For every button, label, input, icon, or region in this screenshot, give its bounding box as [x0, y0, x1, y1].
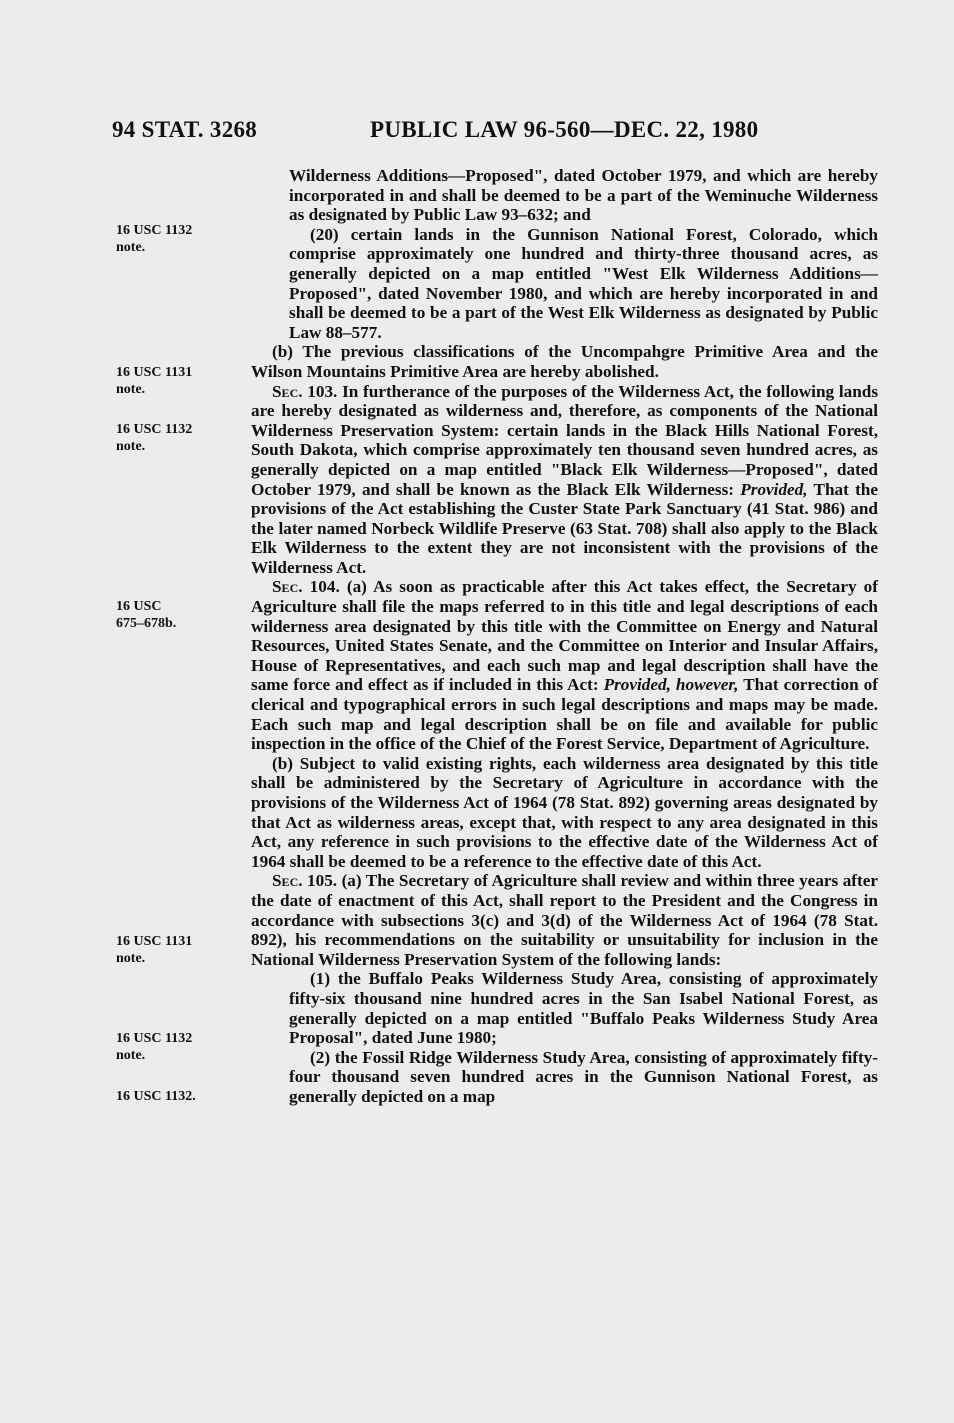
page-reference: 94 STAT. 3268: [112, 117, 258, 142]
margin-note: 16 USC 1131 note.: [116, 934, 193, 966]
section-105a: Sec. 105. (a) The Secretary of Agriculture shall review and within three years after the date of enactment of this Act, shall report to the President and the Congress in accordance with subsections 3(c) and 3(d) of the Wilderness Act of 1964 (78 Stat. 892), his recommendations on the suitability or unsuitability for inclusion in the National Wilderness Preservation System of the following lands:: [251, 871, 878, 969]
statute-text: [251, 166, 878, 1107]
section-103: Sec. 103. In furtherance of the purposes of the Wilderness Act, the following lands are hereby designated as wilderness and, therefore, as components of the National Wilderness Preservation System: certain lands in the Black Hills National Forest, South Dakota, which comprise approximately ten thousand seven hundred acres, as generally depicted on a map entitled "Black Elk Wilderness—Proposed", dated October 1979, and shall be known as the Black Elk Wilderness: Provided, That the provisions of the Act establishing the Custer State Park Sanctuary (41 Stat. 986) and the later named Norbeck Wildlife Preserve (63 Stat. 708) shall also apply to the Black Elk Wilderness to the extent they are not inconsistent with the provisions of the Wilderness Act.: [251, 381, 879, 577]
paragraph-20: (20) certain lands in the Gunnison National Forest, Colorado, which comprise approximately one hundred and thirty-three thousand acres, as generally depicted on a map entitled "West Elk Wilderness Additions—Proposed", dated November 1980, and which are hereby incorporated in and shall be deemed to be a part of the West Elk Wilderness as designated by Public Law 88–577.: [289, 224, 878, 342]
section-104b: (b) Subject to valid existing rights, each wilderness area designated by this title shall be administered by the Secretary of Agriculture in accordance with the provisions of the Wilderness Act of 1964 (78 Stat. 892) governing areas designated by that Act as wilderness areas, except that, with respect to any area designated in this Act, any reference in such provisions to the effective date of the Wilderness Act of 1964 shall be deemed to be a reference to the effective date of this Act.: [251, 753, 878, 871]
margin-note: 16 USC 1132 note.: [116, 223, 193, 255]
margin-note: 16 USC 1132.: [116, 1089, 196, 1104]
section-104a: Sec. 104. (a) As soon as practicable after this Act takes effect, the Secretary of Agriculture shall file the maps referred to in this title and legal descriptions of each wilderness area designated by this title with the Committee on Energy and Natural Resources, United States Senate, and the Committee on Interior and Insular Affairs, House of Representatives, and each such map and legal description shall have the same force and effect as if included in this Act: Provided, however, That correction of clerical and typographical errors in such legal descriptions and maps may be made. Each such map and legal description shall be on file and available for public inspection in the office of the Chief of the Forest Service, Department of Agriculture.: [251, 577, 878, 754]
paragraph-102b: (b) The previous classifications of the Uncompahgre Primitive Area and the Wilson Mountains Primitive Area are hereby abolished.: [251, 342, 878, 381]
margin-note: 16 USC 1132 note.: [116, 422, 193, 454]
list-item-1: (1) the Buffalo Peaks Wilderness Study Area, consisting of approximately fifty-six thousand nine hundred acres in the San Isabel National Forest, as generally depicted on a map entitled "Buffalo Peaks Wilderness Study Area Proposal", dated June 1980;: [289, 969, 878, 1048]
margin-note: 16 USC 675–678b.: [116, 599, 177, 631]
margin-note: 16 USC 1132 note.: [116, 1031, 193, 1063]
running-title: PUBLIC LAW 96-560—DEC. 22, 1980: [370, 117, 759, 142]
margin-note: 16 USC 1131 note.: [116, 365, 193, 397]
paragraph-19-continued: Wilderness Additions—Proposed", dated October 1979, and which are hereby incorporated in and shall be deemed to be a part of the Weminuche Wilderness as designated by Public Law 93–632; and: [289, 166, 878, 225]
list-item-2: (2) the Fossil Ridge Wilderness Study Area, consisting of approximately fifty-four thousand seven hundred acres in the Gunnison National Forest, as generally depicted on a map: [289, 1047, 878, 1106]
